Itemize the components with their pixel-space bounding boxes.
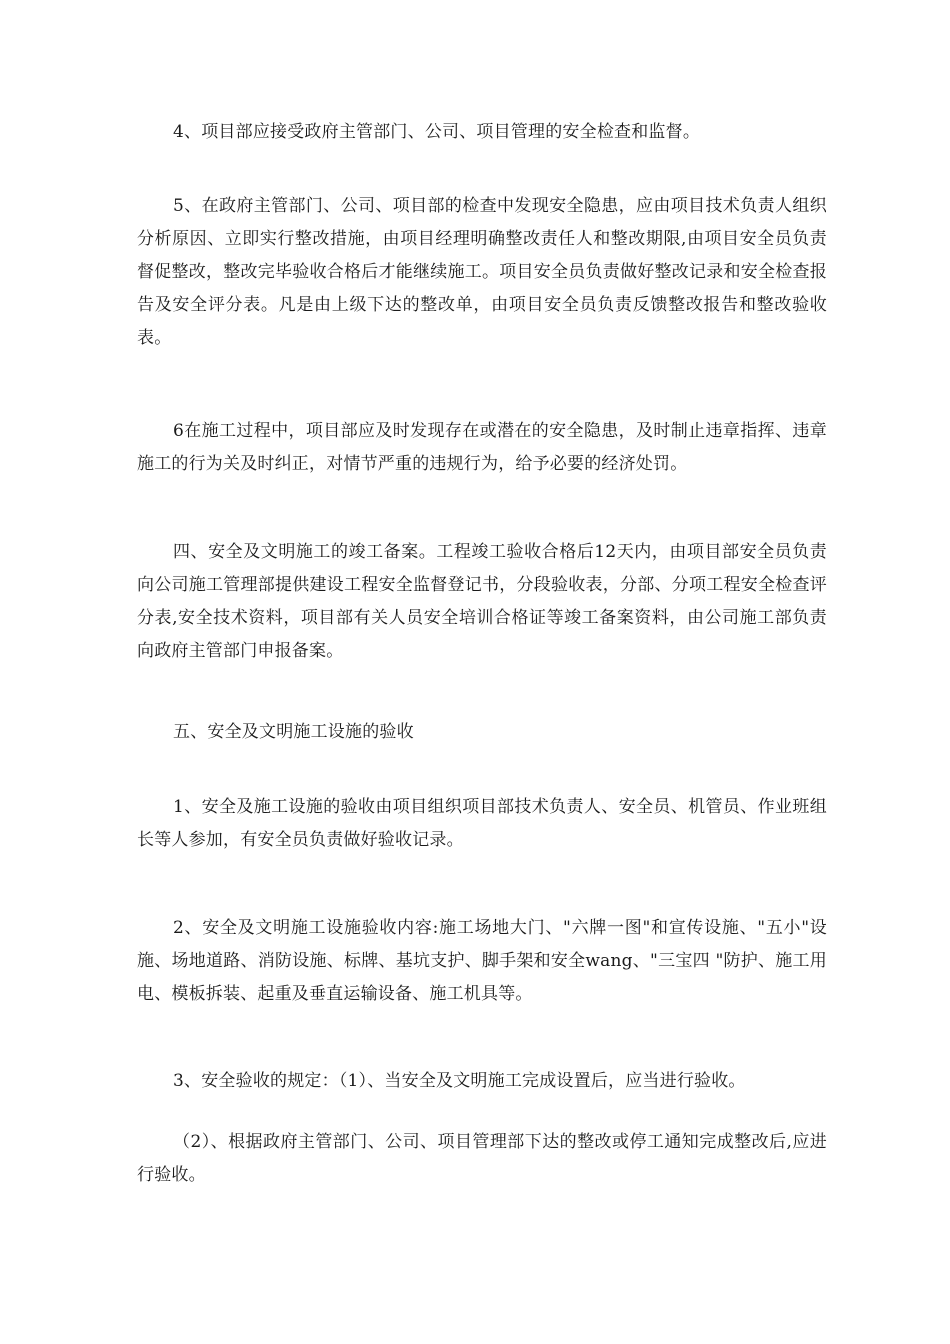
paragraph-item-6: 6在施工过程中，项目部应及时发现存在或潜在的安全隐患，及时制止违章指挥、违章施工的行为关及时纠正，对情节严重的违规行为，给予必要的经济处罚。 <box>137 421 827 474</box>
paragraph-item-5: 5、在政府主管部门、公司、项目部的检查中发现安全隐患，应由项目技术负责人组织分析原因、立即实行整改措施，由项目经理明确整改责任人和整改期限,由项目安全员负责督促整改，整改完毕验收合格后才能继续施工。项目安全员负责做好整改记录和安全检查报告及安全评分表。凡是由上级下达的整改单，由项目安全员负责反馈整改报告和整改验收表。 <box>137 196 827 348</box>
paragraph-item-3: 3、安全验收的规定：（1）、当安全及文明施工完成设置后，应当进行验收。 <box>173 1071 746 1091</box>
paragraph-item-4: 4、项目部应接受政府主管部门、公司、项目管理的安全检查和监督。 <box>173 122 701 142</box>
paragraph-item-2: 2、安全及文明施工设施验收内容:施工场地大门、"六牌一图"和宣传设施、"五小"设施、场地道路、消防设施、标牌、基坑支护、脚手架和安全wang、"三宝四 "防护、施工用电、模板拆装、起重及垂直运输设备、施工机具等。 <box>137 918 827 1004</box>
paragraph-section-four: 四、安全及文明施工的竣工备案。工程竣工验收合格后12天内，由项目部安全员负责向公司施工管理部提供建设工程安全监督登记书，分段验收表，分部、分项工程安全检查评分表,安全技术资料，项目部有关人员安全培训合格证等竣工备案资料，由公司施工部负责向政府主管部门申报备案。 <box>137 542 827 661</box>
section-heading-five: 五、安全及文明施工设施的验收 <box>173 722 414 742</box>
paragraph-item-3-2: （2）、根据政府主管部门、公司、项目管理部下达的整改或停工通知完成整改后,应进行验收。 <box>137 1132 827 1185</box>
paragraph-item-1: 1、安全及施工设施的验收由项目组织项目部技术负责人、安全员、机管员、作业班组长等人参加，有安全员负责做好验收记录。 <box>137 797 827 850</box>
